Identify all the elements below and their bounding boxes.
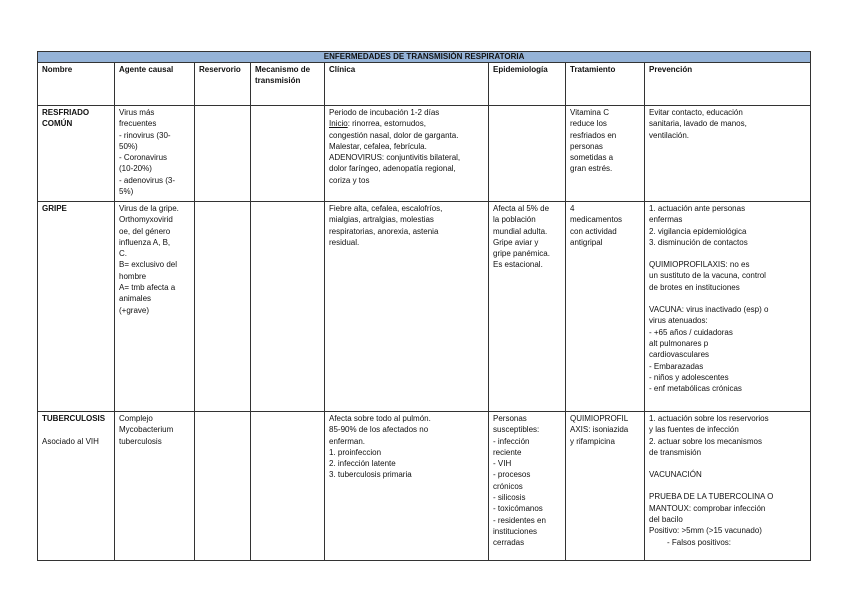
header-tratamiento: Tratamiento bbox=[566, 63, 645, 106]
spacer bbox=[649, 248, 807, 259]
clinica-text: : rinorrea, estornudos, bbox=[347, 119, 426, 129]
text-line: 4 bbox=[570, 204, 575, 213]
text-line: cerradas bbox=[493, 538, 525, 548]
text-line: mundial adulta. bbox=[493, 226, 548, 236]
header-prevencion: Prevención bbox=[645, 63, 811, 106]
text-line: Orthomyxovirid bbox=[119, 215, 173, 225]
spacer bbox=[649, 458, 807, 469]
text-line: Vitamina C bbox=[570, 108, 609, 117]
text-line: residual. bbox=[329, 237, 360, 247]
text-line: sometidas a bbox=[570, 153, 614, 163]
text-line: - niños y adolescentes bbox=[649, 372, 729, 382]
text-line: reduce los bbox=[570, 119, 607, 129]
text-line: Afecta sobre todo al pulmón. bbox=[329, 414, 431, 423]
disease-name: RESFRIADO bbox=[42, 108, 90, 117]
text-line: alt pulmonares p bbox=[649, 338, 709, 348]
text-line: 2. infección latente bbox=[329, 459, 396, 469]
clinica-line: dolor faríngeo, adenopatía regional, bbox=[329, 164, 456, 174]
text-line: la población bbox=[493, 215, 536, 225]
clinica-line: coriza y tos bbox=[329, 175, 370, 185]
table-row bbox=[38, 412, 811, 561]
text-line: de transmisión bbox=[649, 447, 702, 457]
cell-tratamiento bbox=[566, 202, 645, 412]
text-line: frecuentes bbox=[119, 119, 157, 129]
cell-epidemiologia bbox=[489, 412, 566, 561]
prevencion-block bbox=[649, 203, 807, 248]
text-line: - +65 años / cuidadoras bbox=[649, 327, 733, 337]
text-line: virus atenuados: bbox=[649, 316, 708, 326]
header-mecanismo: Mecanismo de transmisión bbox=[251, 63, 325, 106]
prevencion-block bbox=[649, 491, 807, 536]
prevencion-block bbox=[649, 469, 807, 480]
text-line: Mycobacterium bbox=[119, 425, 174, 435]
clinica-line bbox=[329, 118, 485, 129]
text-line: 3. disminución de contactos bbox=[649, 237, 748, 247]
header-row bbox=[38, 63, 811, 106]
text-line: Gripe aviar y bbox=[493, 237, 539, 247]
text-line: hombre bbox=[119, 271, 147, 281]
text-line: QUIMIOPROFILAXIS: no es bbox=[649, 260, 750, 270]
text-line: - VIH bbox=[493, 459, 512, 469]
text-line: Es estacional. bbox=[493, 260, 543, 270]
text-line: - enf metabólicas crónicas bbox=[649, 384, 742, 394]
text-line: 2. actuar sobre los mecanismos bbox=[649, 436, 762, 446]
text-line: gran estrés. bbox=[570, 164, 613, 174]
cell-tratamiento bbox=[566, 106, 645, 202]
text-line: - rinovirus (30- bbox=[119, 130, 171, 140]
cell-mecanismo bbox=[251, 202, 325, 412]
disease-name: TUBERCULOSIS bbox=[42, 414, 106, 423]
prevencion-block bbox=[649, 259, 807, 293]
text-line: del bacilo bbox=[649, 515, 683, 525]
text-line: - toxicómanos bbox=[493, 504, 543, 514]
text-line: influenza A, B, bbox=[119, 237, 171, 247]
text-line: - residentes en bbox=[493, 515, 546, 525]
text-line: - silicosis bbox=[493, 493, 526, 503]
text-line: A= tmb afecta a bbox=[119, 283, 176, 293]
text-line: un sustituto de la vacuna, control bbox=[649, 271, 766, 281]
cell-reservorio bbox=[195, 106, 251, 202]
text-line: Fiebre alta, cefalea, escalofríos, bbox=[329, 204, 443, 213]
text-line: MANTOUX: comprobar infección bbox=[649, 503, 766, 513]
text-line: Positivo: >5mm (>15 vacunado) bbox=[649, 526, 762, 536]
text-line: Evitar contacto, educación bbox=[649, 108, 743, 117]
text-line: 2. vigilancia epidemiológica bbox=[649, 226, 747, 236]
text-line: Afecta al 5% de bbox=[493, 204, 550, 213]
inicio-label: Inicio bbox=[329, 119, 348, 129]
cell-clinica bbox=[325, 106, 489, 202]
text-line: tuberculosis bbox=[119, 436, 162, 446]
text-line: - adenovirus (3- bbox=[119, 175, 176, 185]
clinica-line: congestión nasal, dolor de garganta. bbox=[329, 130, 459, 140]
text-line: Virus más bbox=[119, 108, 155, 117]
header-clinica: Clínica bbox=[325, 63, 489, 106]
text-line: VACUNACIÓN bbox=[649, 470, 702, 480]
cell-prevencion bbox=[645, 106, 811, 202]
disease-name: COMÚN bbox=[42, 119, 73, 129]
cell-nombre bbox=[38, 202, 115, 412]
text-line: oe, del género bbox=[119, 226, 171, 236]
cell-mecanismo bbox=[251, 106, 325, 202]
text-line: resfriados en bbox=[570, 130, 617, 140]
text-line: susceptibles: bbox=[493, 425, 540, 435]
text-line: y las fuentes de infección bbox=[649, 425, 739, 435]
text-line: Virus de la gripe. bbox=[119, 204, 179, 213]
disease-name: GRIPE bbox=[42, 204, 67, 213]
text-line: - procesos bbox=[493, 470, 531, 480]
text-line: 1. actuación sobre los reservorios bbox=[649, 414, 769, 423]
cell-prevencion bbox=[645, 202, 811, 412]
text-line: medicamentos bbox=[570, 215, 623, 225]
text-line: C. bbox=[119, 249, 127, 259]
text-line: cardiovasculares bbox=[649, 350, 710, 360]
cell-clinica bbox=[325, 412, 489, 561]
text-line: B= exclusivo del bbox=[119, 260, 178, 270]
text-line: 85-90% de los afectados no bbox=[329, 425, 429, 435]
diseases-table bbox=[37, 51, 811, 561]
text-line: 50%) bbox=[119, 141, 138, 151]
text-line: personas bbox=[570, 141, 603, 151]
text-line: de brotes en instituciones bbox=[649, 282, 740, 292]
text-line: - infección bbox=[493, 436, 530, 446]
text-line: mialgias, artralgias, molestias bbox=[329, 215, 434, 225]
prevencion-block bbox=[649, 413, 807, 458]
text-line: 1. actuación ante personas bbox=[649, 204, 746, 213]
cell-reservorio bbox=[195, 202, 251, 412]
header-epidemiologia: Epidemiología bbox=[489, 63, 566, 106]
table-row bbox=[38, 106, 811, 202]
cell-prevencion bbox=[645, 412, 811, 561]
cell-reservorio bbox=[195, 412, 251, 561]
text-line: (+grave) bbox=[119, 305, 150, 315]
text-line: respiratorias, anorexia, astenia bbox=[329, 226, 439, 236]
text-line: QUIMIOPROFIL bbox=[570, 414, 629, 423]
text-line: con actividad bbox=[570, 226, 617, 236]
text-line: PRUEBA DE LA TUBERCOLINA O bbox=[649, 492, 774, 502]
text-line: enferman. bbox=[329, 436, 366, 446]
cell-mecanismo bbox=[251, 412, 325, 561]
header-nombre: Nombre bbox=[38, 63, 115, 106]
clinica-line: Periodo de incubación 1-2 días bbox=[329, 108, 440, 117]
cell-nombre bbox=[38, 412, 115, 561]
table-row bbox=[38, 202, 811, 412]
header-agente-causal: Agente causal bbox=[115, 63, 195, 106]
disease-note: Asociado al VIH bbox=[42, 437, 99, 447]
text-line: y rifampicina bbox=[570, 436, 615, 446]
text-line: 3. tuberculosis primaria bbox=[329, 470, 412, 480]
text-line: - Embarazadas bbox=[649, 361, 704, 371]
text-line: antigripal bbox=[570, 237, 603, 247]
cell-clinica bbox=[325, 202, 489, 412]
text-line: reciente bbox=[493, 447, 522, 457]
clinica-line: Malestar, cefalea, febrícula. bbox=[329, 141, 427, 151]
clinica-line: ADENOVIRUS: conjuntivitis bilateral, bbox=[329, 153, 461, 163]
header-reservorio: Reservorio bbox=[195, 63, 251, 106]
spacer bbox=[649, 480, 807, 491]
text-line: 5%) bbox=[119, 187, 134, 197]
cell-epidemiologia bbox=[489, 202, 566, 412]
text-line: 1. proinfeccion bbox=[329, 447, 382, 457]
text-line: animales bbox=[119, 294, 152, 304]
text-line: Complejo bbox=[119, 414, 153, 423]
text-line: instituciones bbox=[493, 526, 538, 536]
prevencion-subitem: - Falsos positivos: bbox=[667, 537, 732, 547]
cell-agente bbox=[115, 412, 195, 561]
text-line: gripe panémica. bbox=[493, 249, 550, 259]
text-line: Personas bbox=[493, 414, 527, 423]
text-line: ventilación. bbox=[649, 130, 690, 140]
cell-nombre bbox=[38, 106, 115, 202]
text-line: sanitaria, lavado de manos, bbox=[649, 119, 747, 129]
table-title: ENFERMEDADES DE TRANSMISIÓN RESPIRATORIA bbox=[38, 52, 811, 63]
text-line: AXIS: isoniazida bbox=[570, 425, 629, 435]
text-line: VACUNA: virus inactivado (esp) o bbox=[649, 305, 769, 315]
text-line: (10-20%) bbox=[119, 164, 152, 174]
prevencion-block bbox=[649, 304, 807, 394]
spacer bbox=[649, 293, 807, 304]
cell-tratamiento bbox=[566, 412, 645, 561]
cell-agente bbox=[115, 202, 195, 412]
text-line: enfermas bbox=[649, 215, 683, 225]
text-line: - Coronavirus bbox=[119, 153, 168, 163]
cell-epidemiologia bbox=[489, 106, 566, 202]
text-line: crónicos bbox=[493, 481, 523, 491]
cell-agente bbox=[115, 106, 195, 202]
